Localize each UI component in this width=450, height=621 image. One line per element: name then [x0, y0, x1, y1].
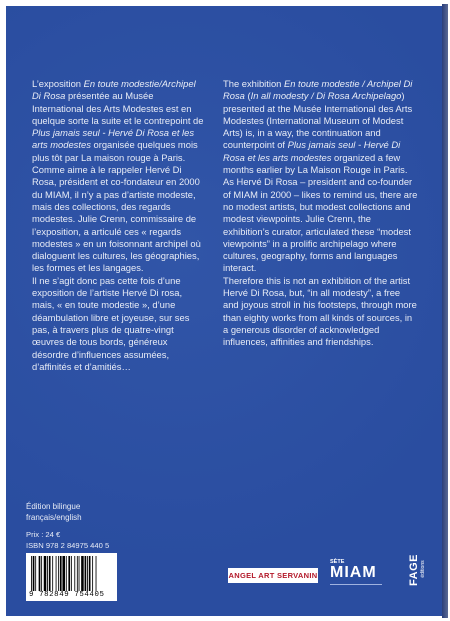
barcode-bars	[31, 556, 113, 591]
spine-edge	[442, 4, 448, 618]
english-paragraph-2: As Hervé Di Rosa – president and co-founder of MIAM in 2000 – likes to remind us, there are no modest artists, but modest collections and modest viewpoints. Julie Crenn, the exhibition’s curator, articulated these “modest viewpoints” in a prolific archipelago where cultures, geography, forms and languages interact.	[223, 176, 418, 274]
fage-wordmark: FAGE	[408, 554, 420, 586]
miam-logo	[330, 559, 382, 589]
angel-art-servanin-logo: ANGEL ART SERVANIN	[228, 568, 318, 583]
edition-line-1: Édition bilingue	[26, 502, 81, 511]
fage-logo	[404, 548, 428, 598]
miam-underline	[330, 584, 382, 585]
miam-wordmark: MIAM	[330, 564, 377, 581]
english-column	[223, 78, 418, 349]
isbn-text: ISBN 978 2 84975 440 5	[26, 541, 110, 550]
french-paragraph-2: Comme aime à le rappeler Hervé Di Rosa, président et co-fondateur en 2000 du MIAM, il n’y a pas d’artiste modeste, mais des collections, des regards modestes. Julie Crenn, commissaire de l’exposition, a articulé ces « regards modestes » en un foisonnant archipel où dialoguent les cultures, les géographies, les formes et les langages.	[32, 164, 201, 274]
price-block	[26, 529, 109, 551]
edition-line-2: français/english	[26, 512, 82, 522]
fage-subtitle: éditions	[420, 560, 426, 578]
french-paragraph-3: Il ne s’agit donc pas cette fois d’une exposition de l’artiste Hervé Di rosa, mais, « en toute modestie », d’une déambulation libre et joyeuse, sur ses pas, à travers plus de quatre-vingt œuvres de tous bords, généreux désordre d’influences assumées, d’affinités et d’amitiés…	[32, 274, 190, 372]
english-paragraph-1: The exhibition En toute modestie / Archipel Di Rosa (In all modesty / Di Rosa Archipelago) presented at the Musée International des Arts Modestes (International Museum of Modest Arts) is, in a way, the continuation and counterpoint of Plus jamais seul - Hervé Di Rosa et les arts modestes organized a few months earlier by La Maison Rouge in Paris.	[223, 78, 413, 176]
miam-sete-label: SÈTE	[330, 559, 345, 565]
french-column	[32, 78, 204, 373]
edition-note	[26, 502, 82, 523]
french-paragraph-1: L’exposition En toute modestie/Archipel Di Rosa présentée au Musée International des Arts Modestes est en quelque sorte la suite et le contrepoint de Plus jamais seul - Hervé Di Rosa et les arts modestes organisée quelques mois plus tôt par La maison rouge à Paris.	[32, 78, 204, 163]
back-cover	[6, 6, 442, 616]
barcode-digits: 9 782849 754405	[29, 591, 105, 599]
price-text: Prix : 24 €	[26, 530, 61, 539]
barcode	[26, 553, 117, 601]
english-paragraph-3: Therefore this is not an exhibition of the artist Hervé Di Rosa, but, “in all modesty”, a free and joyous stroll in his footsteps, through more than eighty works from all kinds of sources, in a generous disorder of acknowledged influences, affinities and friendships.	[223, 274, 417, 348]
